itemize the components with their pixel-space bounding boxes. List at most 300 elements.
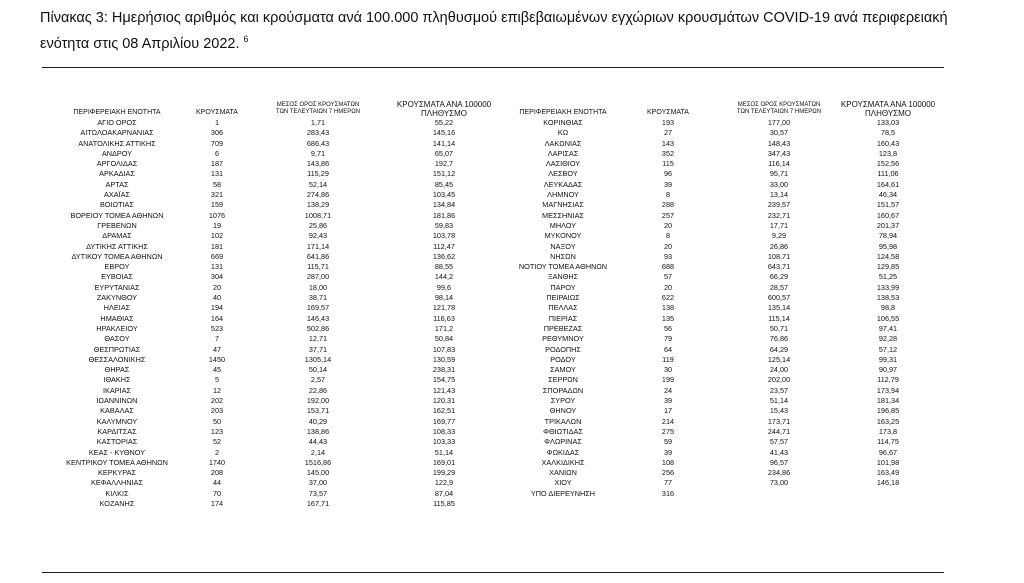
right-per100k-cell: 124,58 — [876, 251, 900, 261]
right-area-cell: ΜΕΣΣΗΝΙΑΣ — [542, 210, 584, 220]
right-cases-cell: 288 — [661, 200, 675, 210]
left-avg-cell: 18,00 — [308, 282, 328, 292]
left-per100k-cell: 116,63 — [433, 313, 455, 323]
bottom-rule — [42, 572, 944, 573]
header-avg-right-line1: ΜΕΣΟΣ ΟΡΟΣ ΚΡΟΥΣΜΑΤΩΝ — [737, 102, 821, 108]
header-area-left: ΠΕΡΙΦΕΡΕΙΑΚΗ ΕΝΟΤΗΤΑ — [73, 109, 161, 116]
right-avg-cell: 41,43 — [769, 447, 789, 457]
left-avg-cell: 25,86 — [308, 220, 328, 230]
left-per100k-cell: 50,84 — [434, 334, 454, 344]
right-area-cell: ΣΥΡΟΥ — [550, 396, 576, 406]
left-area-cell: ΑΙΤΩΛΟΑΚΑΡΝΑΝΙΑΣ — [80, 128, 154, 138]
right-per100k-cell: 92,28 — [878, 334, 898, 344]
left-avg-cell: 2,14 — [310, 447, 326, 457]
left-cases-cell: 47 — [212, 344, 222, 354]
right-avg-cell: 30,57 — [769, 128, 789, 138]
right-cases-cell: 39 — [663, 396, 673, 406]
right-area-cell: ΘΗΝΟΥ — [549, 406, 577, 416]
left-per100k-cell: 121,43 — [432, 385, 456, 395]
left-area-cell: ΚΕΝΤΡΙΚΟΥ ΤΟΜΕΑ ΑΘΗΝΩΝ — [66, 457, 168, 467]
left-cases-cell: 321 — [210, 190, 224, 200]
left-cases-cell: 208 — [210, 468, 224, 478]
right-avg-cell: 239,57 — [767, 200, 791, 210]
left-area-cell: ΗΡΑΚΛΕΙΟΥ — [96, 323, 138, 333]
right-per100k-cell: 95,98 — [878, 241, 898, 251]
table-caption — [40, 8, 1000, 55]
left-area-cell: ΔΥΤΙΚΗΣ ΑΤΤΙΚΗΣ — [86, 241, 148, 251]
right-avg-cell: 115,14 — [768, 313, 790, 323]
left-per100k-cell: 141,14 — [432, 138, 456, 148]
right-avg-cell: 33,00 — [769, 179, 789, 189]
right-avg-cell: 600,57 — [767, 293, 791, 303]
left-avg-cell: 146,43 — [306, 313, 330, 323]
left-area-column — [52, 118, 182, 509]
left-avg-cell: 52,14 — [308, 179, 328, 189]
right-area-cell: ΠΙΕΡΙΑΣ — [548, 313, 578, 323]
left-cases-cell: 159 — [210, 200, 224, 210]
left-area-cell: ΘΕΣΣΑΛΟΝΙΚΗΣ — [88, 354, 146, 364]
right-avg-cell: 177,00 — [767, 118, 791, 127]
left-cases-cell: 52 — [212, 437, 222, 447]
right-area-cell: ΡΟΔΟΥ — [550, 354, 576, 364]
left-per100k-cell: 51,14 — [434, 447, 454, 457]
left-per100k-cell: 103,33 — [432, 437, 456, 447]
right-cases-cell: 352 — [661, 148, 675, 158]
right-cases-cell: 24 — [663, 385, 673, 395]
left-avg-cell: 12,71 — [308, 334, 328, 344]
left-per100k-cell: 98,14 — [434, 293, 454, 303]
footnote-marker: 6 — [243, 34, 249, 44]
right-avg-cell: 347,43 — [767, 148, 791, 158]
right-avg-cell: 643,71 — [767, 262, 791, 272]
right-cases-cell: 193 — [661, 118, 675, 127]
right-avg-cell: 26,86 — [769, 241, 789, 251]
left-per100k-cell: 59,83 — [434, 220, 454, 230]
right-cases-cell: 57 — [663, 272, 673, 282]
right-avg-cell: 17,71 — [769, 220, 789, 230]
left-cases-cell: 6 — [214, 148, 220, 158]
left-cases-cell: 131 — [210, 169, 224, 179]
right-cases-cell: 77 — [663, 478, 673, 488]
right-avg-cell — [718, 489, 840, 499]
left-per100k-cell: 87,04 — [434, 488, 454, 498]
right-avg-cell: 13,14 — [769, 190, 789, 200]
right-cases-cell: 39 — [663, 447, 673, 457]
right-area-cell: ΣΕΡΡΩΝ — [548, 375, 578, 385]
left-area-cell: ΚΕΑΣ - ΚΥΘΝΟΥ — [88, 447, 146, 457]
left-area-cell: ΑΝΔΡΟΥ — [101, 148, 133, 158]
left-avg-cell: 287,00 — [306, 272, 330, 282]
header-per100k-left-line1: ΚΡΟΥΣΜΑΤΑ ΑΝΑ 100000 — [396, 100, 492, 109]
left-area-cell: ΘΗΡΑΣ — [104, 365, 130, 375]
right-per100k-cell: 146,18 — [876, 478, 900, 488]
right-area-cell: ΥΠΟ ΔΙΕΡΕΥΝΗΣΗ — [530, 488, 596, 498]
left-cases-cell: 7 — [214, 334, 220, 344]
left-area-cell: ΚΑΛΥΜΝΟΥ — [96, 416, 138, 426]
left-avg-cell: 22,86 — [308, 385, 328, 395]
right-area-cell: ΧΙΟΥ — [554, 478, 572, 488]
left-per100k-cell: 103,78 — [432, 231, 456, 241]
left-avg-cell: 40,29 — [308, 416, 328, 426]
left-per100k-cell: 103,45 — [432, 190, 456, 200]
right-per100k-cell: 99,31 — [878, 354, 898, 364]
left-per100k-cell: 171,2 — [434, 323, 454, 333]
right-area-cell: ΤΡΙΚΑΛΩΝ — [544, 416, 582, 426]
right-per100k-cell: 90,97 — [878, 365, 898, 375]
left-cases-cell: 20 — [212, 282, 222, 292]
header-cases-left: ΚΡΟΥΣΜΑΤΑ — [196, 109, 238, 116]
right-area-cell: ΠΑΡΟΥ — [550, 282, 576, 292]
right-per100k-cell: 112,79 — [877, 375, 899, 385]
left-area-cell: ΑΧΑΪΑΣ — [103, 190, 130, 200]
right-cases-cell: 256 — [661, 468, 675, 478]
left-area-cell: ΚΕΦΑΛΛΗΝΙΑΣ — [91, 478, 143, 488]
left-area-cell: ΔΡΑΜΑΣ — [102, 231, 132, 241]
left-avg-cell: 115,29 — [307, 169, 329, 179]
left-avg-cell: 92,43 — [308, 231, 328, 241]
left-cases-cell: 181 — [210, 241, 224, 251]
right-avg-cell: 232,71 — [767, 210, 791, 220]
left-area-cell: ΗΜΑΘΙΑΣ — [100, 313, 134, 323]
right-avg-cell: 28,57 — [769, 282, 789, 292]
left-area-cell: ΑΡΚΑΔΙΑΣ — [99, 169, 135, 179]
left-per100k-cell: 154,75 — [432, 375, 456, 385]
right-avg-cell: 23,57 — [769, 385, 789, 395]
right-avg-cell: 24,00 — [769, 365, 789, 375]
left-per100k-cell: 85,45 — [434, 179, 454, 189]
left-area-cell: ΓΡΕΒΕΝΩΝ — [97, 220, 137, 230]
right-per100k-cell: 160,67 — [876, 210, 900, 220]
right-per100k-cell: 163,25 — [876, 416, 900, 426]
left-per100k-cell: 120,31 — [432, 396, 456, 406]
header-per100k-left-line2: ΠΛΗΘΥΣΜΟ — [420, 109, 468, 118]
left-cases-cell: 1076 — [208, 210, 226, 220]
right-per100k-cell: 133,03 — [876, 118, 900, 127]
header-per100k-right — [828, 100, 948, 118]
left-cases-cell: 131 — [210, 262, 224, 272]
left-avg-cell: 44,43 — [308, 437, 328, 447]
left-area-cell: ΕΥΡΥΤΑΝΙΑΣ — [94, 282, 140, 292]
left-cases-cell: 1450 — [208, 354, 226, 364]
left-area-cell: ΚΑΣΤΟΡΙΑΣ — [96, 437, 138, 447]
right-per100k-cell: 173,8 — [878, 426, 898, 436]
left-avg-cell: 115,71 — [307, 262, 329, 272]
right-avg-cell: 202,00 — [767, 375, 791, 385]
right-area-cell: ΧΑΝΙΩΝ — [549, 468, 577, 478]
left-cases-cell: 123 — [210, 426, 224, 436]
left-area-cell: ΑΓΙΟ ΟΡΟΣ — [97, 118, 137, 127]
header-per100k-left — [384, 100, 504, 118]
left-avg-cell: 641,86 — [306, 251, 330, 261]
left-area-cell: ΒΟΡΕΙΟΥ ΤΟΜΕΑ ΑΘΗΝΩΝ — [70, 210, 164, 220]
left-avg-cell: 192,00 — [306, 396, 330, 406]
left-per100k-cell: 99,6 — [436, 282, 452, 292]
left-cases-cell: 709 — [210, 138, 224, 148]
left-area-cell: ΗΛΕΙΑΣ — [103, 303, 131, 313]
right-avg-column — [718, 118, 840, 499]
right-per100k-cell: 133,99 — [876, 282, 900, 292]
right-cases-cell: 17 — [663, 406, 673, 416]
left-avg-cell: 1516,86 — [304, 457, 332, 467]
right-per100k-cell: 114,75 — [877, 437, 899, 447]
left-avg-cell: 38,71 — [308, 293, 328, 303]
left-avg-cell: 145,00 — [306, 468, 330, 478]
left-per100k-cell: 55,22 — [434, 118, 454, 127]
right-cases-cell: 108 — [661, 457, 675, 467]
right-cases-cell: 20 — [663, 282, 673, 292]
header-avg-left-line1: ΜΕΣΟΣ ΟΡΟΣ ΚΡΟΥΣΜΑΤΩΝ — [276, 102, 360, 108]
right-area-cell: ΧΑΛΚΙΔΙΚΗΣ — [541, 457, 585, 467]
right-cases-cell: 199 — [661, 375, 675, 385]
left-area-cell: ΙΩΑΝΝΙΝΩΝ — [96, 396, 138, 406]
right-per100k-cell: 98,8 — [880, 303, 896, 313]
left-per100k-cell: 88,55 — [434, 262, 454, 272]
left-cases-cell: 187 — [210, 159, 224, 169]
left-area-cell: ΚΟΖΑΝΗΣ — [99, 498, 135, 508]
right-area-cell: ΚΩ — [557, 128, 569, 138]
left-area-cell: ΕΥΒΟΙΑΣ — [101, 272, 133, 282]
right-per100k-cell: 78,5 — [880, 128, 896, 138]
right-avg-cell: 173,71 — [767, 416, 791, 426]
right-per100k-cell: 51,25 — [878, 272, 898, 282]
left-cases-cell: 45 — [212, 365, 222, 375]
left-per100k-cell: 169,01 — [432, 457, 456, 467]
right-cases-cell: 8 — [665, 190, 671, 200]
left-area-cell: ΑΡΤΑΣ — [105, 179, 129, 189]
left-per100k-cell: 145,16 — [432, 128, 456, 138]
left-per100k-cell: 162,51 — [432, 406, 456, 416]
right-cases-column — [634, 118, 702, 499]
left-avg-cell: 138,86 — [306, 426, 330, 436]
left-per100k-cell: 130,59 — [432, 354, 456, 364]
right-avg-cell: 9,29 — [771, 231, 787, 241]
top-rule — [42, 67, 944, 68]
right-area-cell: ΝΗΣΩΝ — [550, 251, 576, 261]
left-cases-cell: 202 — [210, 396, 224, 406]
right-area-cell: ΝΑΞΟΥ — [550, 241, 576, 251]
right-area-cell: ΛΑΣΙΘΙΟΥ — [545, 159, 581, 169]
left-avg-cell: 143,86 — [306, 159, 330, 169]
header-avg-left-line2: ΤΩΝ ΤΕΛΕΥΤΑΙΩΝ 7 ΗΜΕΡΩΝ — [275, 109, 361, 115]
right-per100k-cell: 181,34 — [876, 396, 900, 406]
right-cases-cell: 214 — [661, 416, 675, 426]
left-avg-cell: 283,43 — [306, 128, 330, 138]
left-area-cell: ΔΥΤΙΚΟΥ ΤΟΜΕΑ ΑΘΗΝΩΝ — [71, 251, 163, 261]
left-area-cell: ΖΑΚΥΝΘΟΥ — [96, 293, 138, 303]
right-cases-cell: 143 — [661, 138, 675, 148]
header-avg-left — [258, 102, 378, 116]
left-cases-cell: 1 — [214, 118, 220, 127]
left-area-cell: ΕΒΡΟΥ — [104, 262, 130, 272]
right-area-cell: ΠΕΛΛΑΣ — [548, 303, 578, 313]
right-avg-cell: 51,14 — [769, 396, 789, 406]
right-per100k-cell: 152,56 — [876, 159, 900, 169]
left-cases-cell: 203 — [210, 406, 224, 416]
left-avg-cell: 138,29 — [306, 200, 330, 210]
left-per100k-cell: 169,77 — [432, 416, 456, 426]
left-per100k-cell: 107,83 — [432, 344, 456, 354]
left-per100k-column — [384, 118, 504, 509]
left-per100k-cell: 65,07 — [434, 148, 454, 158]
right-cases-cell: 688 — [661, 262, 675, 272]
right-area-cell: ΛΑΡΙΣΑΣ — [547, 148, 579, 158]
right-per100k-cell: 46,34 — [878, 190, 898, 200]
right-avg-cell: 244,71 — [767, 426, 791, 436]
left-area-cell: ΘΕΣΠΡΩΤΙΑΣ — [93, 344, 141, 354]
right-cases-cell: 115 — [662, 159, 674, 169]
right-cases-cell: 20 — [663, 241, 673, 251]
right-area-cell: ΠΕΙΡΑΙΩΣ — [546, 293, 580, 303]
right-avg-cell: 108,71 — [767, 251, 791, 261]
right-area-cell: ΜΗΛΟΥ — [549, 220, 577, 230]
left-avg-cell: 37,71 — [308, 344, 328, 354]
right-area-cell: ΜΥΚΟΝΟΥ — [544, 231, 582, 241]
left-area-cell: ΚΑΡΔΙΤΣΑΣ — [97, 426, 137, 436]
right-cases-cell: 93 — [663, 251, 673, 261]
right-per100k-cell: 96,67 — [878, 447, 898, 457]
left-area-cell: ΚΙΛΚΙΣ — [105, 488, 129, 498]
right-avg-cell: 50,71 — [769, 323, 789, 333]
header-avg-right — [718, 102, 840, 116]
right-cases-cell: 257 — [661, 210, 675, 220]
left-cases-column — [184, 118, 250, 509]
left-avg-cell: 50,14 — [308, 365, 328, 375]
left-per100k-cell: 112,47 — [433, 241, 455, 251]
left-cases-cell: 58 — [212, 179, 222, 189]
left-avg-cell: 169,57 — [306, 303, 330, 313]
left-cases-cell: 50 — [212, 416, 222, 426]
right-per100k-cell: 97,41 — [878, 323, 898, 333]
right-per100k-cell: 57,12 — [878, 344, 898, 354]
right-cases-cell: 20 — [663, 220, 673, 230]
right-cases-cell: 275 — [661, 426, 675, 436]
right-cases-cell: 27 — [663, 128, 673, 138]
right-avg-cell: 148,43 — [767, 138, 791, 148]
right-area-cell: ΜΑΓΝΗΣΙΑΣ — [542, 200, 584, 210]
left-per100k-cell: 122,9 — [434, 478, 454, 488]
right-cases-cell: 622 — [661, 293, 675, 303]
left-avg-cell: 1305,14 — [304, 354, 332, 364]
right-per100k-cell: 151,57 — [876, 200, 900, 210]
right-area-cell: ΛΗΜΝΟΥ — [547, 190, 579, 200]
left-avg-cell: 171,14 — [306, 241, 330, 251]
left-avg-cell: 1008,71 — [304, 210, 332, 220]
left-area-cell: ΑΡΓΟΛΙΔΑΣ — [96, 159, 138, 169]
left-cases-cell: 174 — [210, 498, 224, 508]
left-per100k-cell: 108,33 — [432, 426, 456, 436]
right-avg-cell: 116,14 — [768, 159, 790, 169]
left-per100k-cell: 238,31 — [432, 365, 456, 375]
left-area-cell: ΘΑΣΟΥ — [104, 334, 130, 344]
right-avg-cell: 96,57 — [769, 457, 789, 467]
header-area-right: ΠΕΡΙΦΕΡΕΙΑΚΗ ΕΝΟΤΗΤΑ — [519, 109, 607, 116]
right-avg-cell: 234,86 — [767, 468, 791, 478]
left-cases-cell: 102 — [210, 231, 224, 241]
left-cases-cell: 164 — [210, 313, 224, 323]
left-per100k-cell: 144,2 — [434, 272, 454, 282]
right-area-cell: ΚΟΡΙΝΘΙΑΣ — [543, 118, 583, 127]
left-per100k-cell: 151,12 — [432, 169, 456, 179]
left-avg-cell: 1,71 — [310, 118, 326, 127]
left-avg-cell: 167,71 — [306, 498, 330, 508]
left-avg-cell: 73,57 — [308, 488, 328, 498]
left-avg-cell: 153,71 — [306, 406, 330, 416]
right-area-cell: ΡΕΘΥΜΝΟΥ — [542, 334, 584, 344]
left-avg-cell: 274,86 — [306, 190, 330, 200]
left-area-cell: ΙΘΑΚΗΣ — [103, 375, 131, 385]
right-avg-cell: 76,86 — [769, 334, 789, 344]
left-area-cell: ΒΟΙΩΤΙΑΣ — [100, 200, 134, 210]
right-per100k-cell: 173,94 — [876, 385, 900, 395]
right-avg-cell: 15,43 — [769, 406, 789, 416]
left-cases-cell: 44 — [212, 478, 222, 488]
left-per100k-cell: 134,84 — [432, 200, 456, 210]
left-cases-cell: 306 — [210, 128, 224, 138]
right-avg-cell: 95,71 — [769, 169, 789, 179]
right-cases-cell: 56 — [663, 323, 673, 333]
right-area-cell: ΡΟΔΟΠΗΣ — [545, 344, 581, 354]
right-cases-cell: 39 — [663, 179, 673, 189]
right-per100k-cell: 123,8 — [878, 148, 898, 158]
right-avg-cell: 135,14 — [767, 303, 791, 313]
right-area-cell: ΦΩΚΙΔΑΣ — [546, 447, 580, 457]
right-area-cell: ΣΑΜΟΥ — [550, 365, 576, 375]
left-avg-cell: 686,43 — [306, 138, 330, 148]
right-cases-cell: 119 — [662, 354, 674, 364]
right-per100k-cell: 201,37 — [876, 220, 900, 230]
right-area-cell: ΦΘΙΩΤΙΔΑΣ — [543, 426, 583, 436]
right-per100k-cell: 138,53 — [876, 293, 900, 303]
right-cases-cell: 138 — [661, 303, 675, 313]
header-per100k-right-line2: ΠΛΗΘΥΣΜΟ — [864, 109, 912, 118]
right-area-cell: ΛΕΥΚΑΔΑΣ — [543, 179, 583, 189]
right-cases-cell: 96 — [663, 169, 673, 179]
left-per100k-cell: 136,62 — [432, 251, 456, 261]
right-per100k-cell: 101,98 — [876, 457, 900, 467]
header-avg-right-line2: ΤΩΝ ΤΕΛΕΥΤΑΙΩΝ 7 ΗΜΕΡΩΝ — [736, 109, 822, 115]
left-avg-cell: 502,86 — [306, 323, 330, 333]
right-cases-cell: 30 — [663, 365, 673, 375]
right-area-cell: ΛΕΣΒΟΥ — [548, 169, 578, 179]
left-area-cell: ΑΝΑΤΟΛΙΚΗΣ ΑΤΤΙΚΗΣ — [78, 138, 156, 148]
right-per100k-cell: 129,85 — [876, 262, 900, 272]
left-per100k-cell: 181,86 — [432, 210, 456, 220]
right-cases-cell: 135 — [661, 313, 675, 323]
right-area-cell: ΠΡΕΒΕΖΑΣ — [543, 323, 583, 333]
right-avg-cell: 125,14 — [767, 354, 791, 364]
right-cases-cell: 316 — [661, 488, 675, 498]
left-per100k-cell: 115,85 — [433, 498, 455, 508]
left-cases-cell: 70 — [212, 488, 222, 498]
right-avg-cell: 57,57 — [769, 437, 789, 447]
left-per100k-cell: 121,78 — [432, 303, 456, 313]
right-per100k-cell: 163,49 — [876, 468, 900, 478]
left-cases-cell: 1740 — [208, 457, 226, 467]
right-per100k-cell: 111,06 — [877, 169, 899, 179]
right-cases-cell: 8 — [665, 231, 671, 241]
left-cases-cell: 669 — [210, 251, 224, 261]
right-per100k-cell — [828, 489, 948, 499]
right-area-cell: ΛΑΚΩΝΙΑΣ — [544, 138, 582, 148]
right-per100k-cell: 106,55 — [876, 313, 900, 323]
left-per100k-cell: 192,7 — [434, 159, 454, 169]
right-area-column — [505, 118, 621, 499]
left-avg-column — [258, 118, 378, 509]
header-cases-right: ΚΡΟΥΣΜΑΤΑ — [647, 109, 689, 116]
right-per100k-cell: 196,85 — [876, 406, 900, 416]
left-cases-cell: 5 — [214, 375, 220, 385]
right-cases-cell: 59 — [663, 437, 673, 447]
